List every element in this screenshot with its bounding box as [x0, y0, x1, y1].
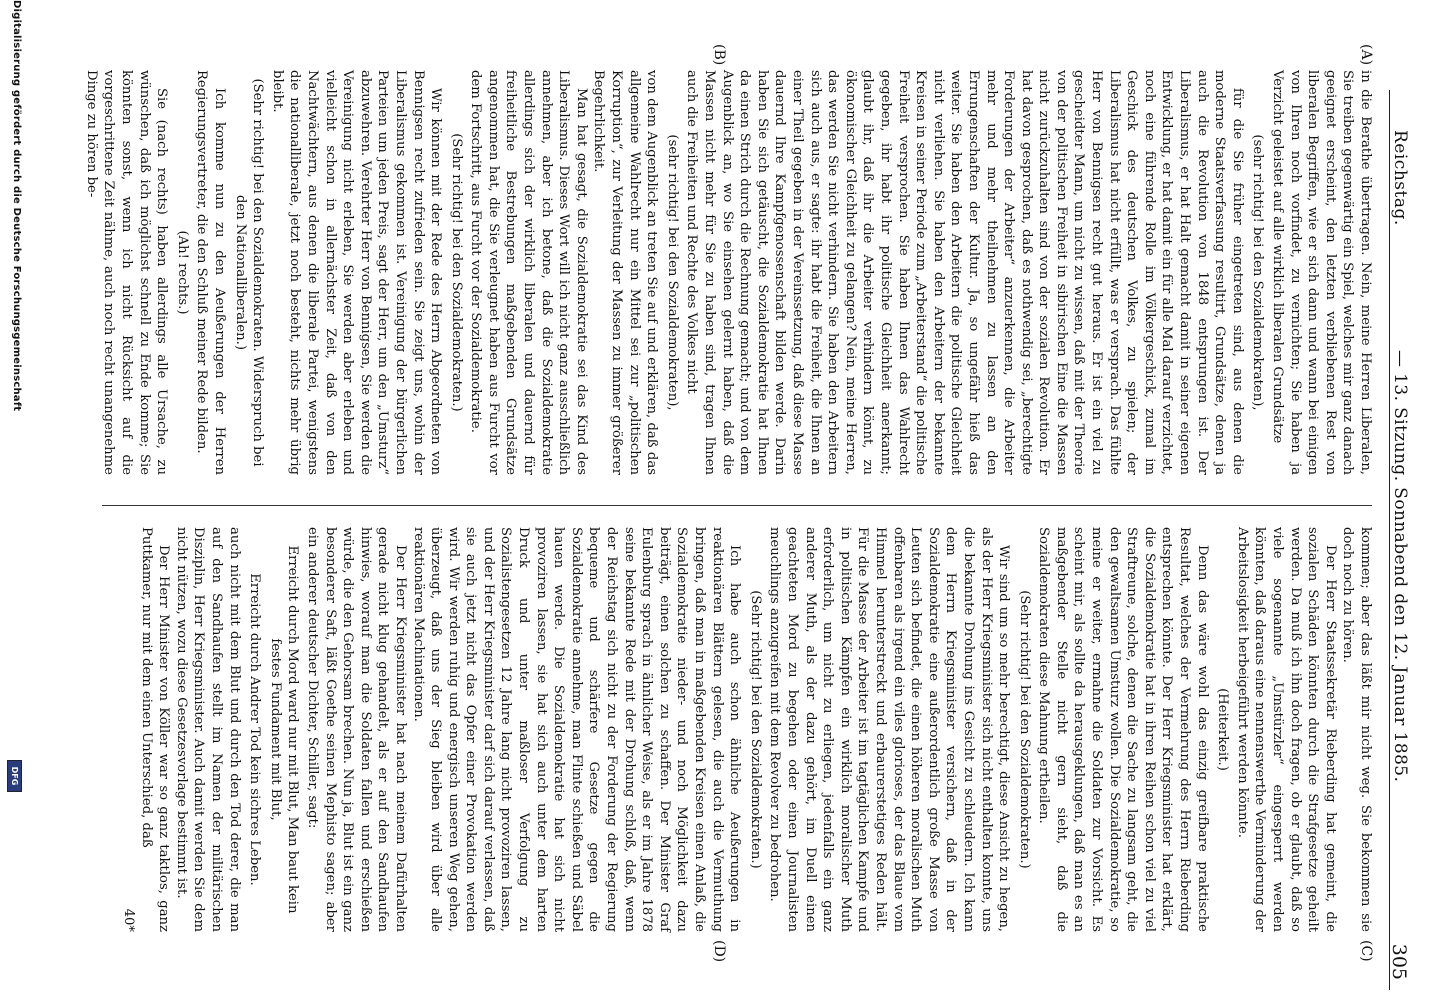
interjection: (sehr richtig! bei den Sozialdemokraten),	[1250, 134, 1266, 411]
paragraph: von dem Augenblick an treten Sie auf und erklären, daß das allgemeine Wahlrecht nur ein Mittel sei zur „politischen Korruption“, zur Verleitung der Massen zu immer größerer Begehrlichkeit.	[591, 70, 660, 475]
interjection: Erreicht durch Andrer Tod kein sichres Leben.	[247, 573, 263, 886]
margin-marker-d: (D)	[711, 940, 727, 963]
paragraph: für die Sie früher eingetreten sind, aus denen die moderne Staatsverfassung resultirt, Grundsätze, denen ja auch die Revolution von 1848 entsprungen ist. Der Liberalismus, er hat Halt gemacht damit in seiner eigenen Entwicklung, er hat damit ein für alle Mal darauf verzichtet, noch eine führende Rolle im Völkergeschick, zumal im Geschick des deutschen Volkes, zu spielen; der Liberalismus hat nicht erfüllt, was er versprach. Das fühlte Herr von Bennigsen recht gut heraus. Er ist ein viel zu gescheidter Mann, um nicht zu wissen, daß mit der Theorie von der politischen Freiheit in sibirischen Eine die Massen nicht zurückzuhalten sind von der sozialen Revolution. Er hat davon gesprochen, daß es nothwendig sei, „berechtigte Forderungen der Arbeiter“ anzuerkennen, die Arbeiter mehr und mehr theilnehmen zu lassen an den Errungenschaften der Kultur. Ja, so ungefähr hieß das weiter. Sie haben den Arbeitern die politische Gleichheit nicht verliehen. Sie haben den Arbeitern der bekannte Kreisen in seiner Periode zum „Arbeiterstand“ die politische Freiheit versprochen. Sie haben Ihnen das Wahlrecht gegeben, ihr habt ihr politische Gleichheit anerkannt; glaubt ihr, daß ihr die Arbeiter verhindern könnt, zu ökonomischer Gleichheit zu gelangen? Nein, meine Herren, das werden Sie nicht verhindern. Sie haben den Arbeitern sich auch aus, er sagte: ihr habt die Freiheit, die Ihnen an einer Theil gegeben in der Vereinssetzung, daß diese Masse dauernd Ihre Kampfgenossenschaft bilden werde. Darin haben Sie sich getäuscht, die Sozialdemokratie hat Ihnen da einen Strich durch die Rechnung gemacht; und von dem Augenblick an, wo Sie einsehen gelernt haben, daß die Massen nicht mehr für Sie zu haben sind, tragen Ihnen auch die Freiheiten und Rechte des Volkes nicht	[684, 70, 1245, 475]
column-divider	[102, 505, 1372, 506]
paragraph: Der Herr Kriegsminister hat nach meinem Dafürhalten gerade nicht klug gehandelt, als er auf den Sandhaufen hinwies, worauf man die Soldaten fallen und erschießen würde, die den Gehorsam brechen. Nun ja, Blut ist ein ganz besonderer Saft, läßt Goethe seinen Mephisto sagen; aber ein anderer deutscher Dichter, Schiller, sagt:	[304, 527, 408, 932]
text-column-left	[82, 70, 1374, 475]
paragraph: Der Herr Staatssekretär Rieberding hat gemeint, die sozialen Schäden könnten durch die Strafgesetze geheilt werden. Da muß ich ihn doch fragen, ob er glaubt, daß so viele sogenannte „Umstürzler“ eingesperrt werden könnten, daß daraus eine nennenswerthe Verminderung der Arbeitslosigkeit herbeigeführt werden könnte.	[1234, 527, 1338, 932]
signature-mark: 40*	[121, 908, 137, 932]
paragraph: Sie (nach rechts) haben allerdings alle Ursache, zu wünschen, daß ich möglichst schnell zu Ende komme; Sie könnten sonst, wenn ich nicht Rücksicht auf die vorgeschrittene Zeit nähme, auch noch recht unangenehme Dinge zu hören be-	[83, 70, 170, 475]
interjection: (Sehr richtig! bei den Sozialdemokraten.)	[448, 133, 464, 412]
dfg-logo: DFG	[7, 760, 22, 792]
margin-marker-b: (B)	[711, 44, 727, 66]
interjection: (Sehr richtig! bei den Sozialdemokraten.)	[747, 590, 763, 869]
header-session-date: — 13. Sitzung. Sonnabend den 12. Januar 1885.	[1390, 350, 1410, 783]
margin-marker-a: (A)	[1358, 44, 1374, 66]
header-title: Reichstag.	[1390, 130, 1410, 226]
paragraph: Wir sind um so mehr berechtigt, diese Ansicht zu hegen, als der Herr Kriegsminister sich nicht enthalten konnte, uns die bekannte Drohung ins Gesicht zu schleudern. Ich kann dem Herrn Kriegsminister versichern, daß in der Sozialdemokratie eine außerordentlich große Masse von Leuten sich befindet, die einen höheren moralischen Muth offenbaren als irgend ein viles glorioses, der das Blaue vom Himmel herunterstreckt und erbaurerstetiges Reden hält. Für die Masse der Arbeiter ist im tagtäglichen Kampfe und in politischen Kämpfen ein wirklich moralischer Muth erforderlich, um nicht zu erliegen, jedenfalls ein ganz anderer Muth, als der dazu gehört, im Duell einen geachteten Mord zu begehen oder einen Journalisten meuchlings anzugreifen mit dem Revolver zu bedrohen.	[767, 527, 1012, 932]
interjection: (Heiterkeit.)	[1215, 688, 1231, 771]
page-number: 305	[1388, 943, 1410, 980]
paragraph: auch nicht mit dem Blut und durch den Tod derer, die man auf den Sandhaufen stellt im Namen der militärischen Disziplin, Herr Kriegsminister. Auch damit werden Sie dem nicht nützen, wozu diese Gesetzesvorlage bestimmt ist.	[173, 527, 242, 932]
interjection: (Ah! rechts.)	[174, 230, 190, 315]
text-column-right	[119, 527, 1374, 932]
paragraph: Denn das wäre wohl das einzig greifbare praktische Resultat, welches der Vermehrung des Herrn Rieberding entsprechen könnte. Der Herr Kriegsminister hat erklärt, die Sozialdemokratie hat in ihren Reihen schon viel zu viel Straftreune, solche, denen die Sache zu langsam geht, die den gewaltsamen Umsturz wollen. Die Sozialdemokratie, so meine er weiter, ermahne die Soldaten zur Vorsicht. Es scheint mir, als sollte da herausgeklungen, daß man es an maßgebender Stelle nicht gern sieht, daß die Sozialdemokraten diese Mahnung ertheilen.	[1036, 527, 1210, 932]
margin-marker-c: (C)	[1358, 940, 1374, 962]
interjection: (sehr richtig! bei den Sozialdemokraten),	[664, 134, 680, 411]
interjection: (Sehr richtig! bei den Sozialdemokraten.)	[1016, 590, 1032, 869]
paragraph: in die Berathe übertragen. Nein, meine Herren Liberalen, Sie treiben gegenwärtig ein Spiel, welches mir ganz danach geeignet erscheint, den letzten verbliebenen Rest von liberalen Begriffen, wie er sich dann und wann bei einigen von Ihren noch vorfindet, zu vernichten; Sie haben ja Verzicht geleistet auf alle wirklich liberalen Grundsätze	[1270, 70, 1373, 475]
paragraph: Ich komme nun zu den Aeußerungen der Herren Regierungsvertreter, die den Schluß meiner Rede bilden.	[194, 70, 227, 475]
page-footer	[3, 0, 25, 1000]
digitization-note: Digitalisierung gefördert durch die Deutsche Forschungsgemeinschaft	[11, 0, 22, 412]
paragraph: Man hat gesagt, die Sozialdemokratie sei das Kind des Liberalismus. Dieses Wort will ich nicht ganz ausschließlich annehmen, aber ich betone, daß die Sozialdemokratie allerdings sich der wirklich liberalen und dauernd für freiheitliche Bestrebungen maßgebenden Grundsätze angenommen hat, die Sie verleugnet haben aus Furcht vor dem Fortschritt, aus Furcht vor der Sozialdemokratie.	[468, 70, 589, 475]
paragraph: Der Herr Minister von Köller war so ganz taktlos, ganz Puttkamer, nur mit dem einen Unterschied, daß	[138, 527, 172, 932]
paragraph: Wir können mit der Rede des Herrn Abgeordneten von Bennigsen recht zufrieden sein. Sie zeigt uns, wohin der Liberalismus gekommen ist. Vereinigung der bürgerlichen Parteien um jeden Preis, sagt der Herr, um den „Umsturz“ abzuwehren. Verehrter Herr von Bennigsen, Sie werden die Vereinigung nicht erleben, Sie werden aber erleben und vielleicht schon in allernächster Zeit, daß von den Nachtwächtern, aus denen die liberale Partei, wenigstens die nationalliberale, jetzt noch besteht, nichts mehr übrig bleibt.	[269, 70, 444, 475]
page-header	[1388, 90, 1414, 990]
interjection: (Sehr richtig! bei den Sozialdemokraten. Widerspruch bei den Nationalliberalen.)	[232, 78, 266, 467]
paragraph: kommen; aber das läßt mir nicht weg. Sie bekommen sie doch noch zu hören.	[1340, 527, 1373, 932]
interjection: Erreicht durch Mord ward nur mit Blut, Man baut kein festes Fundament mit Blut,	[267, 545, 301, 914]
paragraph: Ich habe auch schon ähnliche Aeußerungen in reaktionären Blättern gelesen, die auch die Vermuthung bringen, daß man in maßgebenden Kreisen einen Anlaß, die Sozialdemokratie nieder- und noch Möglichkeit dazu beiträgt, einen solchen zu schaffen. Der Minister Graf Eulenburg sprach in ähnlicher Weise, als er im Jahre 1878 seine bekannte Rede mit der Drohung schloß, daß, wenn der Reichstag sich nicht zu der Forderung der Regierung bequeme und schärfere Gesetze gegen die Sozialdemokratie annehme, man Flinte schießen und Säbel hauen werde. Die Sozialdemokratie hat sich nicht provoziren lassen, sie hat sich auch unter dem harten Druck und unter maßloser Verfolgung zu Sozialistengesetzen 12 Jahre lang nicht provoziren lassen, und der Herr Kriegsminister darf sich darauf verlassen, daß sie auch jetzt nicht das Opfer einer Provokation werden wird. Wir werden ruhig und energisch unseren Weg gehen, überzeugt, daß uns der Sieg bleiben wird über alle reaktionären Machinationen.	[410, 527, 743, 932]
header-rule	[1389, 90, 1390, 990]
